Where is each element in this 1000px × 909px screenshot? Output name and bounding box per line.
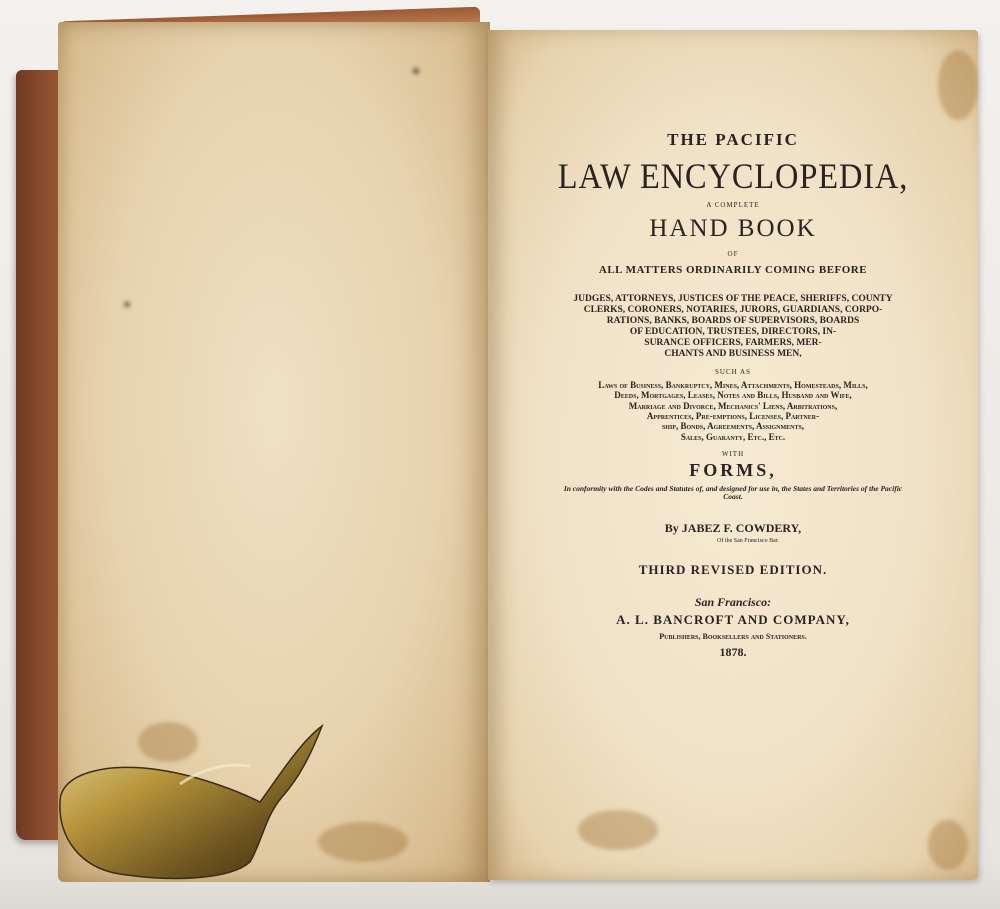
subtitle-complete: A COMPLETE <box>706 200 760 209</box>
ink-spot <box>124 302 130 307</box>
foxing-stain <box>928 820 968 870</box>
subtitle-of: OF <box>727 249 739 258</box>
topic-line: Deeds, Mortgages, Leases, Notes and Bills, Husband and Wife, <box>614 390 852 401</box>
audience-list <box>553 294 913 360</box>
subtitle-handbook: HAND BOOK <box>649 214 817 242</box>
audience-line: CHANTS AND BUSINESS MEN, <box>664 349 802 360</box>
topic-line: ship, Bonds, Agreements, Assignments, <box>661 421 805 432</box>
title-page-text <box>488 130 978 659</box>
publisher-role: Publishers, Booksellers and Stationers. <box>659 632 807 642</box>
subtitle-matters: ALL MATTERS ORDINARILY COMING BEFORE <box>598 263 868 276</box>
audience-line: OF EDUCATION, TRUSTEES, DIRECTORS, IN- <box>629 327 837 338</box>
audience-line: SURANCE OFFICERS, FARMERS, MER- <box>644 338 822 349</box>
ink-spot <box>413 68 419 74</box>
topics-list <box>553 380 913 442</box>
topic-line: Laws of Business, Bankruptcy, Mines, Attachments, Homesteads, Mills, <box>598 380 868 390</box>
foxing-stain <box>938 50 978 120</box>
audience-line: CLERKS, CORONERS, NOTARIES, JURORS, GUARDIANS, CORPO- <box>583 305 883 316</box>
audience-line: JUDGES, ATTORNEYS, JUSTICES OF THE PEACE, SHERIFFS, COUNTY <box>573 294 893 305</box>
publisher-name: A. L. BANCROFT AND COMPANY, <box>616 612 850 628</box>
author-line: By JABEZ F. COWDERY, <box>664 521 802 536</box>
with-label: WITH <box>721 450 745 459</box>
foxing-stain <box>578 810 658 850</box>
foxing-stain <box>318 822 408 862</box>
whale-body <box>60 726 322 878</box>
such-as-label: SUCH AS <box>715 367 751 376</box>
conformity-note: In conformity with the Codes and Statutes of, and designed for use in, the States and Territories of the Pacific Coast. <box>563 483 903 502</box>
topic-line: Apprentices, Pre-emptions, Licenses, Partner- <box>646 411 820 422</box>
forms-heading: FORMS, <box>689 460 777 481</box>
topic-line: Marriage and Divorce, Mechanics' Liens, Arbitrations, <box>628 400 838 411</box>
book-title: LAW ENCYCLOPEDIA, <box>557 155 909 196</box>
edition-line: THIRD REVISED EDITION. <box>638 561 828 577</box>
title-line-pacific: THE PACIFIC <box>667 130 799 149</box>
audience-line: RATIONS, BANKS, BOARDS OF SUPERVISORS, BOARDS <box>606 316 860 327</box>
brass-whale-figurine <box>50 722 330 882</box>
publication-year: 1878. <box>719 644 747 659</box>
topic-line: Sales, Guaranty, Etc., Etc. <box>680 431 786 442</box>
publisher-city: San Francisco: <box>694 594 772 609</box>
author-affiliation: Of the San Francisco Bar. <box>717 537 779 544</box>
